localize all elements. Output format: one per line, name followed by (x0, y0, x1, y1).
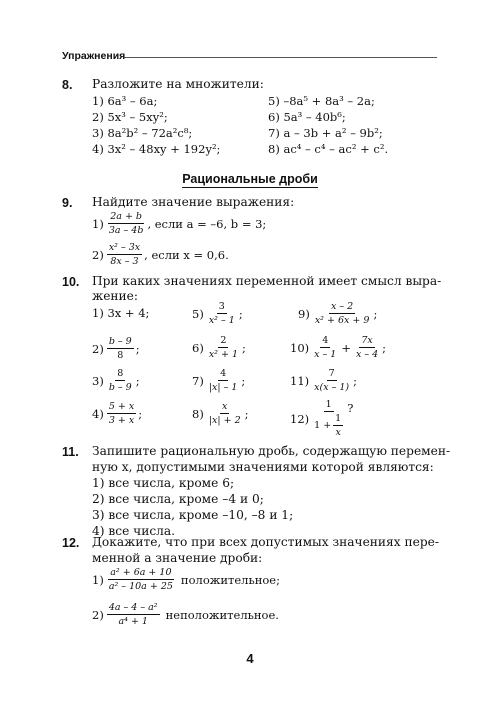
exercise-10-item-6: 6) 2 x² + 1 ; (192, 335, 246, 360)
exercise-9-item-1 (92, 211, 266, 236)
exercise-8-item-6: 6) 5a³ – 40b⁶; (268, 110, 346, 124)
exercise-10-item-7: 7) 4 |x| – 1 ; (192, 368, 246, 393)
exercise-11-item-4: 4) все числа. (92, 524, 176, 538)
fraction: x² – 3x 8x – 3 (108, 242, 141, 267)
exercise-12-number: 12. (62, 536, 80, 550)
exercise-10-item-9: 9) x – 2 x² + 6x + 9 ; (298, 301, 378, 326)
exercise-10-item-11: 11) 7 x(x – 1) ; (290, 368, 357, 393)
exercise-11-item-1: 1) все числа, кроме 6; (92, 476, 235, 490)
running-header: Упражнения (62, 50, 126, 62)
exercise-9-item-2 (92, 242, 229, 267)
exercise-11-number: 11. (62, 445, 79, 459)
exercise-10-item-2: 2) b – 9 8 ; (92, 336, 140, 361)
exercise-12-text-line-1: Докажите, что при всех допустимых значениях пере- (92, 535, 439, 549)
fraction: 2a + b 3a – 4b (108, 211, 144, 236)
exercise-8-item-7: 7) a – 3b + a² – 9b²; (268, 126, 383, 140)
exercise-9-number: 9. (62, 196, 73, 210)
exercise-12-text-line-2: менной a значение дроби: (92, 551, 263, 565)
exercise-10-item-3: 3) 8 b – 9 ; (92, 368, 140, 393)
exercise-8-item-3: 3) 8a²b² – 72a²c⁸; (92, 126, 193, 140)
item-condition: , если x = 0,6. (144, 247, 229, 262)
exercise-10-item-12: 12) 1 1 + $\frac{1}{x}$ ? (290, 399, 354, 438)
exercise-11-text-line-2: ную x, допустимыми значениями которой являются: (92, 460, 434, 474)
exercise-10-text-line-1: При каких значениях переменной имеет смысл выра- (92, 274, 442, 288)
exercise-10-item-4: 4) 5 + x 3 + x ; (92, 401, 143, 426)
exercise-8-item-2: 2) 5x³ – 5xy²; (92, 110, 168, 124)
exercise-11-item-2: 2) все числа, кроме –4 и 0; (92, 492, 264, 506)
exercise-8-item-4: 4) 3x² – 48xy + 192y²; (92, 142, 221, 156)
item-label: 2) (92, 247, 104, 262)
exercise-11-text-line-1: Запишите рациональную дробь, содержащую перемен- (92, 444, 451, 458)
exercise-12-item-1: 1) a² + 6a + 10 a² – 10a + 25 положительное; (92, 567, 280, 592)
exercise-10-item-8: 8) x |x| + 2 ; (192, 401, 249, 426)
exercise-10-text-line-2: жение: (92, 289, 138, 303)
exercise-8-text: Разложите на множители: (92, 77, 264, 91)
exercise-10-item-5: 5) 3 x² – 1 ; (192, 301, 243, 326)
exercise-11-item-3: 3) все числа, кроме –10, –8 и 1; (92, 508, 294, 522)
page-number: 4 (246, 651, 254, 666)
item-condition: , если a = –6, b = 3; (147, 216, 267, 231)
exercise-10-item-1: 1) 3x + 4; (92, 306, 150, 320)
exercise-8-item-5: 5) –8a⁵ + 8a³ – 2a; (268, 94, 375, 108)
exercise-8-item-1: 1) 6a³ – 6a; (92, 94, 158, 108)
exercise-10-number: 10. (62, 275, 80, 289)
item-label: 1) (92, 216, 104, 231)
exercise-8-item-8: 8) ac⁴ – c⁴ – ac² + c². (268, 142, 389, 156)
header-rule (124, 57, 437, 58)
exercise-12-item-2: 2) 4a – 4 – a² a⁴ + 1 неположительное. (92, 602, 279, 627)
exercise-10-item-10: 10) 4 x – 1 + $\frac{7x}{x - 4}$ ; (290, 335, 387, 360)
exercise-8-number: 8. (62, 78, 73, 92)
section-title-text: Рациональные дроби (182, 172, 318, 186)
exercise-9-text: Найдите значение выражения: (92, 195, 295, 209)
section-title (0, 172, 500, 186)
